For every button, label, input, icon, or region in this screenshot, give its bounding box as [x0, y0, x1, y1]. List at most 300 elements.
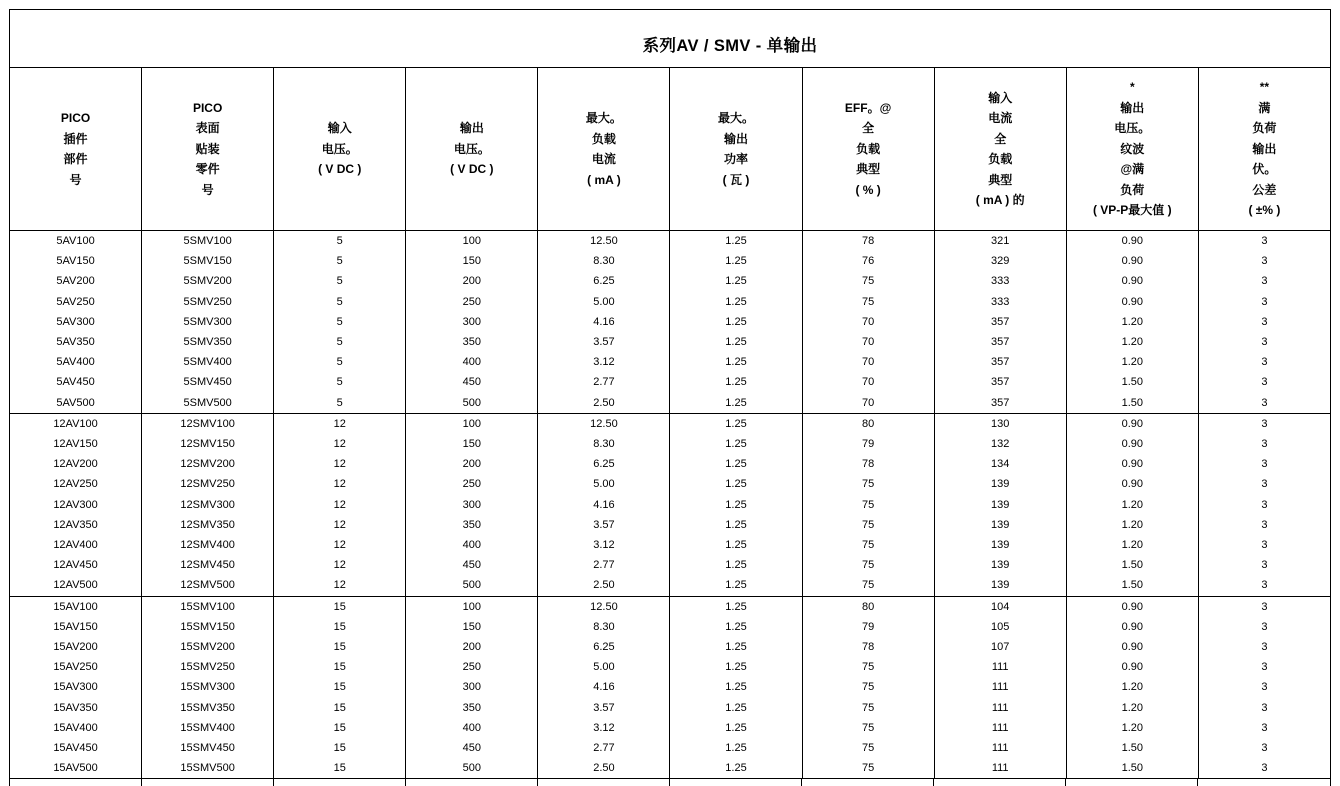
cell-input-current-full-load: 357 [934, 312, 1066, 332]
header-line: 电压。 [453, 141, 490, 156]
cell-max-load-current: 12.50 [538, 231, 670, 252]
cell-input-voltage: 12 [274, 495, 406, 515]
cell-output-ripple: 0.90 [1066, 271, 1198, 291]
cell-input-current-full-load: 321 [934, 231, 1066, 252]
cell-pico-smt-part-number: 5SMV300 [142, 312, 274, 332]
header-line: 负荷 [1252, 121, 1277, 136]
cell-input-voltage: 12 [274, 575, 406, 596]
cell-output-voltage-tolerance: 3 [1198, 251, 1330, 271]
cell-output-voltage: 150 [406, 251, 538, 271]
cell-pico-plugin-part-number: 12AV500 [10, 575, 142, 596]
cell-output-voltage-tolerance: 3 [1198, 271, 1330, 291]
cell-efficiency-full-load: 70 [802, 312, 934, 332]
cell-input-current-full-load: 357 [934, 352, 1066, 372]
table-row [10, 718, 1331, 738]
cell-output-ripple: 0.90 [1066, 434, 1198, 454]
cell-pico-smt-part-number: 15SMV400 [142, 718, 274, 738]
cell-pico-smt-part-number: 5SMV250 [142, 292, 274, 312]
cell-output-ripple: 1.20 [1066, 312, 1198, 332]
header-line: 负载 [856, 141, 881, 156]
table-row [10, 495, 1331, 515]
table-row [10, 758, 1331, 779]
row-group [10, 231, 1331, 414]
cell-efficiency-full-load: 75 [802, 515, 934, 535]
cell-max-load-current: 2.50 [538, 575, 670, 596]
cell-input-current-full-load: 111 [934, 677, 1066, 697]
cell-efficiency-full-load: 75 [802, 718, 934, 738]
cell-pico-plugin-part-number: 5AV150 [10, 251, 142, 271]
column-header-max-output-power [670, 68, 802, 231]
cell-output-voltage-tolerance: 3 [1198, 718, 1330, 738]
cell-output-ripple: 0.90 [1066, 617, 1198, 637]
cell-output-voltage-tolerance: 3 [1198, 677, 1330, 697]
cell-pico-smt-part-number: 15SMV450 [142, 738, 274, 758]
cell-output-voltage-tolerance: 3 [1198, 596, 1330, 617]
cell-max-output-power: 1.25 [670, 352, 802, 372]
cell-max-output-power: 1.25 [670, 575, 802, 596]
cell-max-load-current: 3.57 [538, 515, 670, 535]
cell-input-current-full-load: 111 [934, 698, 1066, 718]
header-line: 号 [69, 172, 82, 187]
cell-pico-plugin-part-number: 15AV150 [10, 617, 142, 637]
cell-max-output-power: 1.25 [670, 413, 802, 434]
cell-pico-plugin-part-number: 5AV400 [10, 352, 142, 372]
header-line: ( ±% ) [1248, 203, 1281, 218]
header-line: 表面 [195, 121, 220, 136]
cell-efficiency-full-load: 80 [802, 413, 934, 434]
cell-max-output-power: 1.25 [670, 617, 802, 637]
header-line: 典型 [856, 162, 881, 177]
column-header-max-load-current [538, 68, 670, 231]
cell-pico-plugin-part-number: 5AV450 [10, 372, 142, 392]
cell-output-ripple: 0.90 [1066, 657, 1198, 677]
cell-input-voltage: 12 [274, 434, 406, 454]
header-line: 电压。 [1114, 121, 1151, 136]
cell-pico-plugin-part-number: 12AV400 [10, 535, 142, 555]
cell-output-voltage: 250 [406, 292, 538, 312]
column-header-input-voltage [274, 68, 406, 231]
cell-output-voltage-tolerance: 3 [1198, 535, 1330, 555]
cell-output-ripple: 1.50 [1066, 393, 1198, 414]
cell-input-voltage: 5 [274, 332, 406, 352]
cell-pico-smt-part-number: 5SMV500 [142, 393, 274, 414]
cell-input-current-full-load: 139 [934, 535, 1066, 555]
cell-max-output-power: 1.25 [670, 637, 802, 657]
cell-max-output-power: 1.25 [670, 718, 802, 738]
cell-input-current-full-load: 111 [934, 657, 1066, 677]
cell-output-voltage-tolerance: 3 [1198, 292, 1330, 312]
header-line: 零件 [195, 162, 220, 177]
column-header-input-current-full-load [934, 68, 1066, 231]
cell-output-ripple: 1.20 [1066, 332, 1198, 352]
header-line: ( mA ) [587, 172, 621, 187]
cell-max-output-power: 1.25 [670, 393, 802, 414]
cell-input-current-full-load: 139 [934, 474, 1066, 494]
cell-input-current-full-load: 132 [934, 434, 1066, 454]
cell-efficiency-full-load: 78 [802, 454, 934, 474]
header-line: 全 [994, 131, 1007, 146]
cell-max-load-current: 8.30 [538, 434, 670, 454]
cell-efficiency-full-load: 75 [802, 292, 934, 312]
cell-output-voltage-tolerance: 3 [1198, 231, 1330, 252]
partial-cell [802, 779, 934, 786]
cell-output-voltage-tolerance: 3 [1198, 758, 1330, 779]
partial-cell [1198, 779, 1330, 786]
cell-efficiency-full-load: 79 [802, 617, 934, 637]
cell-pico-smt-part-number: 12SMV200 [142, 454, 274, 474]
table-row [10, 535, 1331, 555]
header-line: EFF。@ [844, 100, 892, 115]
cell-pico-plugin-part-number: 12AV300 [10, 495, 142, 515]
cell-input-current-full-load: 111 [934, 758, 1066, 779]
cell-output-voltage: 400 [406, 535, 538, 555]
cell-output-ripple: 1.50 [1066, 372, 1198, 392]
header-line: 输入 [327, 121, 352, 136]
cell-input-voltage: 15 [274, 596, 406, 617]
cell-output-ripple: 0.90 [1066, 231, 1198, 252]
cell-input-voltage: 5 [274, 271, 406, 291]
cell-efficiency-full-load: 78 [802, 231, 934, 252]
cell-input-current-full-load: 130 [934, 413, 1066, 434]
cell-input-current-full-load: 139 [934, 555, 1066, 575]
cell-efficiency-full-load: 79 [802, 434, 934, 454]
partial-cell [538, 779, 670, 786]
table-row [10, 292, 1331, 312]
cell-output-ripple: 1.20 [1066, 352, 1198, 372]
cell-output-voltage-tolerance: 3 [1198, 617, 1330, 637]
header-line: PICO [192, 100, 223, 115]
table-row [10, 738, 1331, 758]
column-header-output-voltage [406, 68, 538, 231]
table-row [10, 332, 1331, 352]
cell-input-current-full-load: 111 [934, 738, 1066, 758]
table-row [10, 617, 1331, 637]
cell-output-ripple: 0.90 [1066, 596, 1198, 617]
cell-pico-smt-part-number: 15SMV100 [142, 596, 274, 617]
cell-output-ripple: 1.20 [1066, 495, 1198, 515]
table-row [10, 434, 1331, 454]
header-line: ** [1259, 80, 1270, 95]
cell-input-voltage: 5 [274, 372, 406, 392]
cell-max-output-power: 1.25 [670, 434, 802, 454]
cell-output-ripple: 0.90 [1066, 413, 1198, 434]
cell-efficiency-full-load: 75 [802, 495, 934, 515]
table-row [10, 352, 1331, 372]
header-line: 负载 [591, 131, 616, 146]
partial-cell [274, 779, 406, 786]
cell-max-output-power: 1.25 [670, 454, 802, 474]
table-row [10, 575, 1331, 596]
cell-pico-plugin-part-number: 5AV200 [10, 271, 142, 291]
cell-efficiency-full-load: 75 [802, 758, 934, 779]
cell-pico-plugin-part-number: 15AV500 [10, 758, 142, 779]
cell-max-load-current: 4.16 [538, 677, 670, 697]
spec-table [9, 67, 1331, 779]
cell-max-output-power: 1.25 [670, 515, 802, 535]
cell-max-load-current: 12.50 [538, 596, 670, 617]
cell-output-voltage: 400 [406, 718, 538, 738]
header-line: 号 [201, 182, 214, 197]
cell-input-current-full-load: 107 [934, 637, 1066, 657]
cell-efficiency-full-load: 75 [802, 575, 934, 596]
cell-max-load-current: 2.77 [538, 738, 670, 758]
cell-output-ripple: 1.50 [1066, 758, 1198, 779]
header-line: * [1129, 80, 1135, 95]
cell-pico-plugin-part-number: 12AV450 [10, 555, 142, 575]
cell-input-voltage: 15 [274, 637, 406, 657]
cell-max-load-current: 6.25 [538, 271, 670, 291]
cell-output-voltage-tolerance: 3 [1198, 372, 1330, 392]
cell-output-ripple: 1.50 [1066, 738, 1198, 758]
cell-pico-smt-part-number: 12SMV100 [142, 413, 274, 434]
table-row [10, 251, 1331, 271]
header-line: 电压。 [321, 141, 358, 156]
header-line: PICO [60, 111, 91, 125]
header-line: 公差 [1252, 182, 1277, 197]
table-row [10, 413, 1331, 434]
cell-input-voltage: 15 [274, 698, 406, 718]
header-line: 输出 [1252, 141, 1277, 156]
cell-output-voltage: 450 [406, 372, 538, 392]
cell-max-load-current: 4.16 [538, 495, 670, 515]
cell-efficiency-full-load: 78 [802, 637, 934, 657]
header-line: 输出 [459, 121, 484, 136]
cell-efficiency-full-load: 75 [802, 474, 934, 494]
cell-output-voltage: 350 [406, 515, 538, 535]
cell-pico-plugin-part-number: 12AV200 [10, 454, 142, 474]
cell-pico-smt-part-number: 5SMV350 [142, 332, 274, 352]
cell-pico-smt-part-number: 5SMV400 [142, 352, 274, 372]
cell-output-voltage: 100 [406, 231, 538, 252]
cell-input-current-full-load: 111 [934, 718, 1066, 738]
cell-max-output-power: 1.25 [670, 474, 802, 494]
column-header-efficiency-full-load [802, 68, 934, 231]
cell-max-load-current: 6.25 [538, 454, 670, 474]
cell-pico-smt-part-number: 15SMV250 [142, 657, 274, 677]
header-line: ( mA ) 的 [975, 193, 1025, 207]
cell-pico-smt-part-number: 5SMV150 [142, 251, 274, 271]
cell-max-load-current: 6.25 [538, 637, 670, 657]
header-line: 电流 [988, 111, 1013, 125]
cell-output-voltage-tolerance: 3 [1198, 698, 1330, 718]
cell-output-voltage: 150 [406, 434, 538, 454]
cell-output-voltage: 500 [406, 758, 538, 779]
partial-cell [670, 779, 802, 786]
cell-input-voltage: 12 [274, 454, 406, 474]
table-row [10, 698, 1331, 718]
row-group [10, 596, 1331, 779]
table-row [10, 515, 1331, 535]
column-header-pico-smt-part-number [142, 68, 274, 231]
cell-output-voltage-tolerance: 3 [1198, 474, 1330, 494]
column-header-pico-plugin-part-number [10, 68, 142, 231]
cell-input-voltage: 5 [274, 352, 406, 372]
table-header [10, 68, 1331, 231]
cell-pico-smt-part-number: 15SMV200 [142, 637, 274, 657]
column-header-output-voltage-tolerance [1198, 68, 1330, 231]
cell-output-voltage-tolerance: 3 [1198, 495, 1330, 515]
header-line: 功率 [724, 152, 749, 166]
cell-output-ripple: 0.90 [1066, 251, 1198, 271]
row-group [10, 413, 1331, 596]
cell-input-voltage: 12 [274, 474, 406, 494]
cell-input-voltage: 5 [274, 292, 406, 312]
table-row [10, 372, 1331, 392]
partial-cell [406, 779, 538, 786]
cell-max-output-power: 1.25 [670, 738, 802, 758]
table-row [10, 555, 1331, 575]
cell-output-voltage: 250 [406, 657, 538, 677]
cell-input-current-full-load: 104 [934, 596, 1066, 617]
cell-input-current-full-load: 333 [934, 271, 1066, 291]
cell-max-load-current: 2.50 [538, 393, 670, 414]
cell-pico-plugin-part-number: 5AV500 [10, 393, 142, 414]
cell-efficiency-full-load: 75 [802, 271, 934, 291]
partial-cell [10, 779, 142, 786]
cell-pico-plugin-part-number: 12AV250 [10, 474, 142, 494]
header-line: 负荷 [1120, 182, 1145, 197]
header-line: 全 [862, 121, 875, 136]
cell-max-load-current: 3.12 [538, 535, 670, 555]
cell-pico-plugin-part-number: 15AV100 [10, 596, 142, 617]
cell-input-voltage: 5 [274, 251, 406, 271]
cell-pico-plugin-part-number: 15AV350 [10, 698, 142, 718]
cell-input-voltage: 15 [274, 677, 406, 697]
next-group-partial [9, 779, 1331, 786]
header-line: 最大。 [585, 111, 622, 125]
cell-input-voltage: 5 [274, 312, 406, 332]
cell-pico-plugin-part-number: 5AV300 [10, 312, 142, 332]
cell-input-voltage: 12 [274, 413, 406, 434]
cell-max-output-power: 1.25 [670, 312, 802, 332]
cell-input-current-full-load: 357 [934, 393, 1066, 414]
header-line: 纹波 [1120, 141, 1145, 156]
cell-output-voltage: 100 [406, 413, 538, 434]
header-line: 部件 [63, 152, 88, 166]
cell-pico-plugin-part-number: 5AV350 [10, 332, 142, 352]
header-line: 满 [1258, 100, 1271, 115]
cell-input-voltage: 15 [274, 738, 406, 758]
cell-max-load-current: 4.16 [538, 312, 670, 332]
cell-output-voltage-tolerance: 3 [1198, 637, 1330, 657]
cell-pico-plugin-part-number: 15AV200 [10, 637, 142, 657]
cell-max-load-current: 3.12 [538, 718, 670, 738]
cell-max-output-power: 1.25 [670, 698, 802, 718]
cell-pico-plugin-part-number: 15AV400 [10, 718, 142, 738]
cell-pico-smt-part-number: 15SMV500 [142, 758, 274, 779]
cell-input-voltage: 12 [274, 515, 406, 535]
header-line: 伏。 [1252, 162, 1277, 177]
cell-max-output-power: 1.25 [670, 251, 802, 271]
cell-max-output-power: 1.25 [670, 495, 802, 515]
header-line: 输出 [1120, 100, 1145, 115]
cell-output-ripple: 1.20 [1066, 535, 1198, 555]
cell-output-voltage: 200 [406, 454, 538, 474]
cell-efficiency-full-load: 80 [802, 596, 934, 617]
cell-input-current-full-load: 139 [934, 495, 1066, 515]
partial-cell [1066, 779, 1198, 786]
cell-output-voltage-tolerance: 3 [1198, 393, 1330, 414]
cell-pico-smt-part-number: 12SMV500 [142, 575, 274, 596]
table-title-row [9, 9, 1331, 68]
cell-output-ripple: 0.90 [1066, 454, 1198, 474]
cell-pico-smt-part-number: 12SMV250 [142, 474, 274, 494]
cell-output-voltage: 500 [406, 575, 538, 596]
cell-pico-plugin-part-number: 12AV100 [10, 413, 142, 434]
header-line: ( V DC ) [450, 162, 494, 177]
cell-max-output-power: 1.25 [670, 596, 802, 617]
cell-output-voltage: 450 [406, 738, 538, 758]
header-line: 输出 [724, 131, 749, 146]
cell-efficiency-full-load: 70 [802, 332, 934, 352]
header-line: ( V DC ) [318, 162, 362, 177]
table-row [10, 271, 1331, 291]
cell-output-ripple: 1.50 [1066, 555, 1198, 575]
cell-output-voltage: 200 [406, 637, 538, 657]
cell-input-voltage: 5 [274, 231, 406, 252]
cell-max-output-power: 1.25 [670, 292, 802, 312]
header-line: 插件 [63, 131, 88, 146]
cell-pico-smt-part-number: 12SMV350 [142, 515, 274, 535]
header-line: ( VP-P最大值 ) [1092, 203, 1172, 218]
cell-output-ripple: 1.20 [1066, 677, 1198, 697]
cell-output-voltage: 150 [406, 617, 538, 637]
cell-pico-plugin-part-number: 12AV150 [10, 434, 142, 454]
cell-input-voltage: 5 [274, 393, 406, 414]
cell-input-current-full-load: 139 [934, 515, 1066, 535]
cell-max-output-power: 1.25 [670, 271, 802, 291]
header-row [10, 68, 1331, 231]
page-title: 系列AV / SMV - 单输出 [642, 36, 818, 55]
cell-max-load-current: 12.50 [538, 413, 670, 434]
cell-input-current-full-load: 333 [934, 292, 1066, 312]
cell-input-current-full-load: 357 [934, 372, 1066, 392]
cell-max-load-current: 5.00 [538, 292, 670, 312]
cell-pico-plugin-part-number: 15AV300 [10, 677, 142, 697]
cell-efficiency-full-load: 76 [802, 251, 934, 271]
cell-pico-plugin-part-number: 15AV450 [10, 738, 142, 758]
cell-pico-plugin-part-number: 5AV250 [10, 292, 142, 312]
cell-max-load-current: 2.77 [538, 555, 670, 575]
cell-max-output-power: 1.25 [670, 231, 802, 252]
cell-max-output-power: 1.25 [670, 758, 802, 779]
cell-pico-smt-part-number: 12SMV400 [142, 535, 274, 555]
header-line: 负载 [988, 152, 1013, 166]
cell-output-voltage: 100 [406, 596, 538, 617]
header-line: 贴装 [195, 141, 220, 156]
cell-max-output-power: 1.25 [670, 555, 802, 575]
table-row [10, 657, 1331, 677]
cell-output-voltage-tolerance: 3 [1198, 738, 1330, 758]
cell-input-current-full-load: 139 [934, 575, 1066, 596]
cell-output-voltage-tolerance: 3 [1198, 413, 1330, 434]
cell-efficiency-full-load: 75 [802, 555, 934, 575]
column-header-output-ripple [1066, 68, 1198, 231]
cell-output-voltage: 250 [406, 474, 538, 494]
table-row [10, 312, 1331, 332]
table-row [10, 474, 1331, 494]
cell-max-load-current: 5.00 [538, 474, 670, 494]
cell-efficiency-full-load: 75 [802, 657, 934, 677]
cell-output-ripple: 1.20 [1066, 515, 1198, 535]
cell-max-output-power: 1.25 [670, 535, 802, 555]
cell-max-output-power: 1.25 [670, 677, 802, 697]
header-line: @满 [1120, 162, 1145, 177]
table-row [10, 637, 1331, 657]
cell-efficiency-full-load: 70 [802, 352, 934, 372]
cell-output-voltage-tolerance: 3 [1198, 352, 1330, 372]
cell-output-ripple: 0.90 [1066, 292, 1198, 312]
